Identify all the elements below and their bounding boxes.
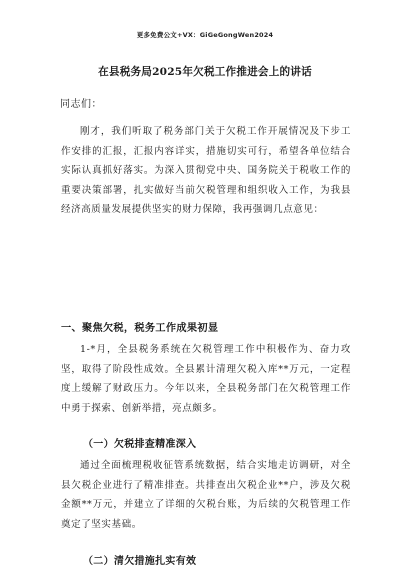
paragraph-intro: 刚才，我们听取了税务部门关于欠税工作开展情况及下步工作安排的汇报，汇报内容详实，措施切实可行，希望各单位结合实际认真抓好落实。为深入贯彻党中央、国务院关于税收工作的重要决策部署，扎实做好当前欠税管理和组织收入工作，为我县经济高质量发展提供坚实的财力保障，我再强调几点意见： [61, 126, 351, 216]
paragraph-section-1: 1-*月，全县税务系统在欠税管理工作中积极作为、奋力攻坚，取得了阶段性成效。全县累计清理欠税入库**万元，一定程度上缓解了财政压力。今年以来，全县税务部门在欠税管理工作中勇于探索、创新举措，亮点颇多。 [61, 344, 351, 414]
subsection-heading-2: （二）清欠措施扎实有效 [83, 556, 197, 567]
paragraph-subsection-1: 通过全面梳理税收征管系统数据，结合实地走访调研，对全县欠税企业进行了精准排查。共排查出欠税企业**户，涉及欠税金额**万元，并建立了详细的欠税台账，为后续的欠税管理工作奠定了坚实基础。 [61, 460, 351, 530]
watermark-text: 更多免费公文+VX：GiGeGongWen2024 [136, 31, 274, 39]
subsection-heading-1: （一）欠税排查精准深入 [83, 439, 197, 450]
document-title: 在县税务局2025年欠税工作推进会上的讲话 [98, 66, 312, 78]
greeting: 同志们： [60, 99, 102, 110]
section-heading-1: 一、聚焦欠税，税务工作成果初显 [61, 322, 219, 334]
